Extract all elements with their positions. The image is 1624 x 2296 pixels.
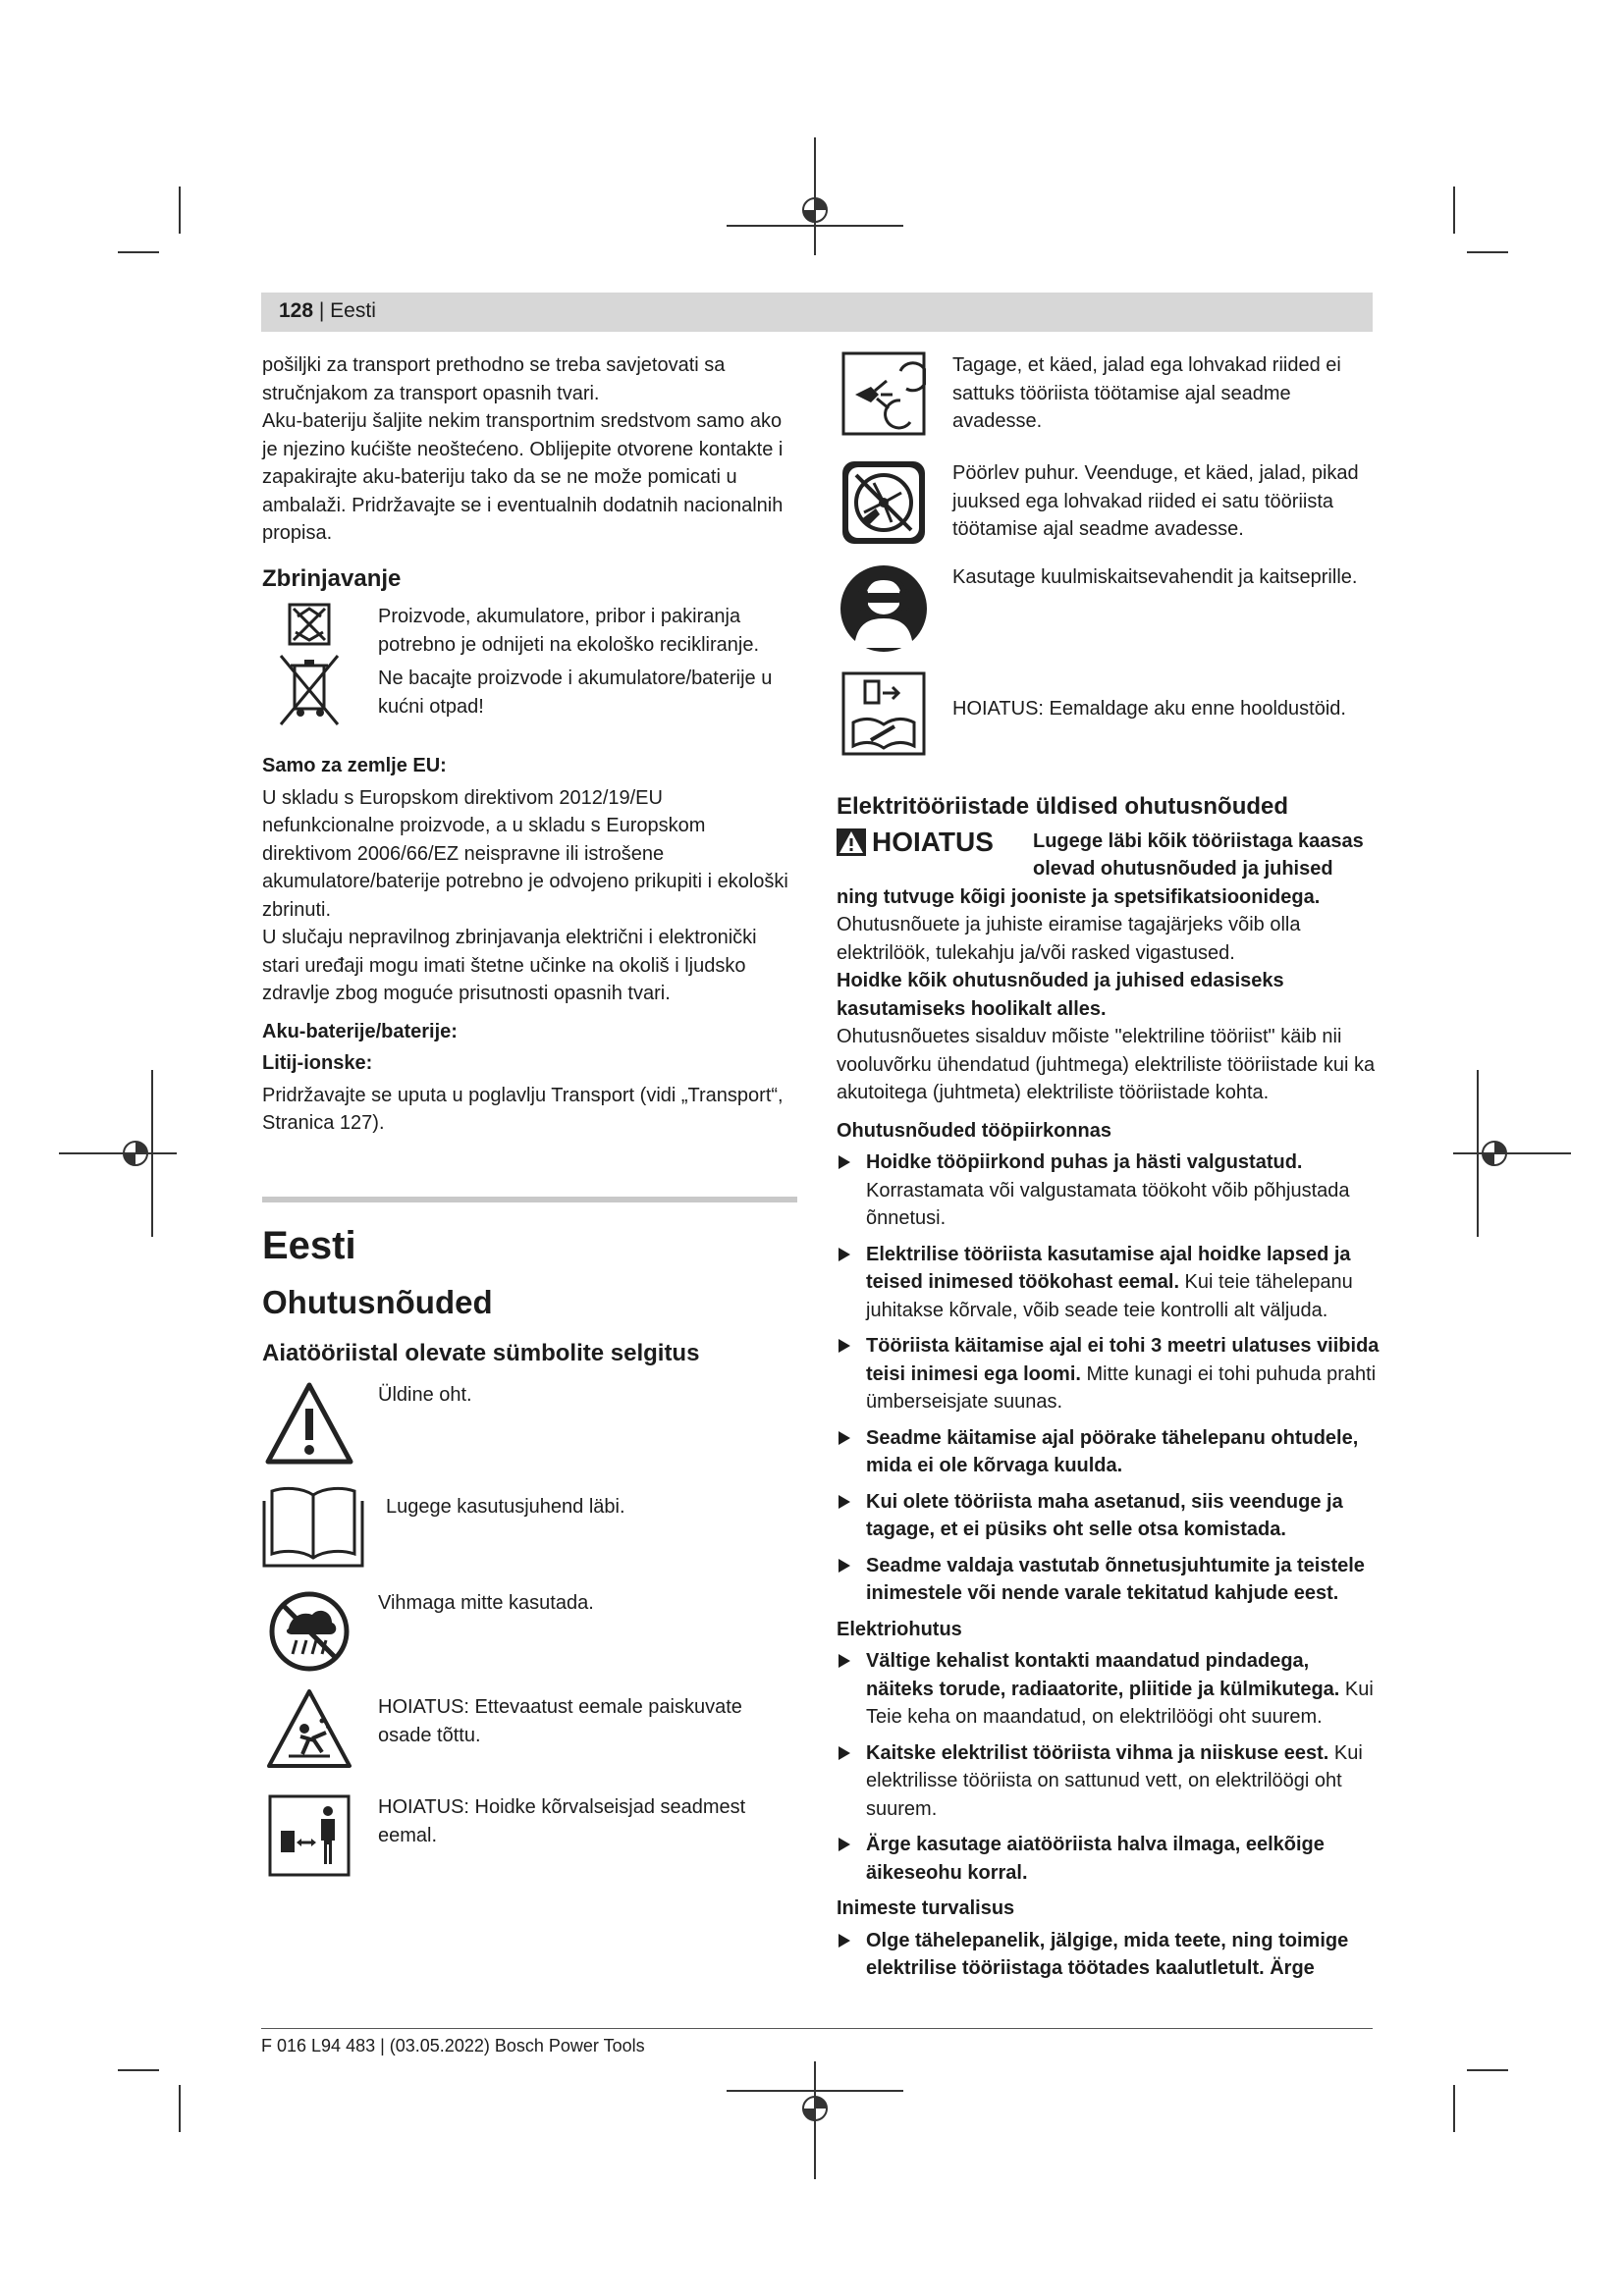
footer-rule — [261, 2028, 1373, 2029]
list-item: Ärge kasutage aiatööriista halva ilmaga, eelkõige äikeseohu korral. — [837, 1831, 1381, 1887]
disposal-text-1: Proizvode, akumulatore, pribor i pakiranja potrebno je odnijeti na ekološko recikliranje. — [378, 606, 760, 656]
battery-heading: Aku-baterije/baterije: — [262, 1020, 458, 1042]
page-header — [261, 293, 1373, 332]
crop-mark-tl-h — [118, 251, 159, 253]
workplace-heading: Ohutusnõuded tööpiirkonnas — [837, 1119, 1111, 1142]
eu-paragraph-1: U skladu s Europskom direktivom 2012/19/EU nefunkcionalne proizvode, a u skladu s Europskom direktivom 2006/66/EZ neispravne ili istrošene akumulatore/baterije potrebno je odvojeno prikupiti i ekološki zbrinuti. — [262, 786, 788, 921]
hands-feet-openings-icon — [841, 351, 926, 436]
warning-badge — [837, 828, 1033, 857]
crop-mark-tl-v — [179, 187, 181, 234]
eu-heading: Samo za zemlje EU: — [262, 755, 447, 776]
list-item: Tööriista käitamise ajal ei tohi 3 meetri ulatuses viibida teisi inimesi ega loomi. Mitte kunagi ei tohi puhuda prahti ümberseisjate suunas. — [837, 1332, 1381, 1416]
symbol-row-hands-feet — [837, 351, 1381, 455]
power-tool-term: Ohutusnõuetes sisalduv mõiste "elektriline tööriist" käib nii vooluvõrku ühendatud (juhtmega) elektriliste tööriistade kui ka akutoitega (juhtmeta) elektriliste tööriistade kohta. — [837, 1026, 1376, 1103]
warning-triangle-icon — [264, 1381, 354, 1466]
footer-text: F 016 L94 483 | (03.05.2022) Bosch Power Tools — [261, 2036, 645, 2056]
symbol-icon-cell — [837, 351, 931, 455]
warning-block — [837, 828, 1381, 883]
disposal-text-2: Ne bacajte proizvode i akumulatore/baterije u kućni otpad! — [378, 667, 773, 718]
disposal-heading: Zbrinjavanje — [262, 564, 402, 592]
registration-target-bottom-icon — [727, 2061, 903, 2179]
symbol-text-remove-battery: HOIATUS: Eemaldage aku enne hooldustöid. — [952, 698, 1346, 720]
symbol-text-hands-feet: Tagage, et käed, jalad ega lohvakad riided ei sattuks tööriista töötamise ajal seadme avadesse. — [952, 354, 1341, 432]
electrical-list — [837, 1647, 1381, 1887]
section-divider — [262, 1197, 797, 1202]
list-item: Kui olete tööriista maha asetanud, siis veenduge ja tagage, et ei püsiks oht selle otsa komistada. — [837, 1488, 1381, 1544]
left-column — [262, 351, 797, 1892]
symbol-row-thrown-objects — [262, 1687, 797, 1789]
eu-paragraph-2: U slučaju nepravilnog zbrinjavanja električni i elektronički stari uređaji mogu imati štetne učinke na okoliš i ljudsko zdravlje zbog moguće prisutnosti opasnih tvari. — [262, 927, 757, 1004]
symbol-row-remove-battery — [837, 671, 1381, 770]
crop-mark-br-v — [1453, 2085, 1455, 2132]
registration-target-top-icon — [727, 137, 903, 255]
general-safety-heading: Elektritööriistade üldised ohutusnõuded — [837, 793, 1289, 820]
symbol-icon-cell — [262, 1589, 356, 1683]
keep-bystanders-away-icon — [267, 1793, 352, 1878]
warning-label: HOIATUS — [872, 826, 994, 857]
list-item: Vältige kehalist kontakti maandatud pindadega, näiteks torude, radiaatorite, pliitide ja külmikutega. Kui Teie keha on maandatud, on elektrilöögi oht suurem. — [837, 1647, 1381, 1732]
crop-mark-tr-v — [1453, 187, 1455, 234]
keep-instructions: Hoidke kõik ohutusnõuded ja juhised edasiseks kasutamiseks hoolikalt alles. — [837, 970, 1284, 1020]
symbol-text-general-danger: Üldine oht. — [378, 1384, 472, 1406]
symbol-row-general-danger — [262, 1381, 797, 1477]
workplace-list — [837, 1148, 1381, 1608]
symbol-icon-cell — [262, 1687, 356, 1789]
rotating-fan-icon — [840, 459, 927, 546]
list-item: Elektrilise tööriista kasutamise ajal hoidke lapsed ja teised inimesed töökohast eemal. Kui teie tähelepanu juhitakse kõrvale, võib seade teie kontrolli alt väljuda. — [837, 1241, 1381, 1325]
recycling-icon — [288, 603, 331, 646]
symbol-row-protection — [837, 563, 1381, 667]
symbol-row-keep-away — [262, 1793, 797, 1888]
symbol-text-keep-away: HOIATUS: Hoidke kõrvalseisjad seadmest eemal. — [378, 1796, 746, 1846]
right-column — [837, 351, 1381, 1991]
symbol-text-protection: Kasutage kuulmiskaitsevahendit ja kaitseprille. — [952, 566, 1358, 588]
symbols-heading: Aiatööriistal olevate sümbolite selgitus — [262, 1339, 700, 1366]
symbol-row-rotating-fan — [837, 459, 1381, 560]
remove-battery-icon — [841, 671, 926, 756]
header-section: Eesti — [330, 299, 376, 322]
book-icon — [262, 1481, 364, 1568]
list-item: Hoidke tööpiirkond puhas ja hästi valgustatud. Korrastamata või valgustamata töökoht võib põhjustada õnnetusi. — [837, 1148, 1381, 1233]
symbol-text-thrown-objects: HOIATUS: Ettevaatust eemale paiskuvate osade tõttu. — [378, 1696, 742, 1746]
list-item: Kaitske elektrilist tööriista vihma ja niiskuse eest. Kui elektrilisse tööriista on sattunud vett, on elektrilöögi oht suurem. — [837, 1739, 1381, 1824]
list-item: Olge tähelepanelik, jälgige, mida teete, ning toimige elektrilise tööriistaga töötades kaalutletult. Ärge — [837, 1927, 1381, 1983]
disposal-icons — [262, 603, 356, 728]
registration-target-left-icon — [59, 1070, 177, 1237]
disposal-row — [262, 603, 797, 728]
personal-safety-list — [837, 1927, 1381, 1983]
symbol-icon-cell — [262, 1381, 356, 1477]
warning-consequence: Ohutusnõuete ja juhiste eiramise tagajärjeks võib olla elektrilöök, tulekahju ja/või rasked vigastused. — [837, 914, 1301, 964]
symbol-text-read-manual: Lugege kasutusjuhend läbi. — [386, 1496, 625, 1518]
warning-continuation: ning tutvuge kõigi jooniste ja spetsifikatsioonidega. — [837, 885, 1321, 908]
symbol-text-rotating-fan: Pöörlev puhur. Veenduge, et käed, jalad, pikad juuksed ega lohvakad riided ei satu tööriista töötamise ajal seadme avadesse. — [952, 462, 1359, 540]
symbol-row-no-rain — [262, 1589, 797, 1683]
ear-eye-protection-icon — [839, 563, 929, 654]
crop-mark-bl-v — [179, 2085, 181, 2132]
symbol-text-no-rain: Vihmaga mitte kasutada. — [378, 1592, 594, 1614]
safety-title: Ohutusnõuded — [262, 1283, 493, 1320]
crop-mark-bl-h — [118, 2069, 159, 2071]
warning-exclamation-icon — [837, 828, 866, 856]
list-item: Seadme valdaja vastutab õnnetusjuhtumite ja teistele inimestele või nende varale tekitatud kahjude eest. — [837, 1552, 1381, 1608]
no-rain-icon — [267, 1589, 352, 1674]
li-ion-text: Pridržavajte se uputa u poglavlju Transport (vidi „Transport“, Stranica 127). — [262, 1084, 784, 1134]
symbol-row-read-manual — [262, 1481, 797, 1585]
crossed-bin-icon — [275, 652, 344, 728]
page-header-text — [279, 299, 376, 323]
symbol-icon-cell — [837, 563, 931, 667]
list-item: Seadme käitamise ajal pöörake tähelepanu ohtudele, mida ei ole kõrvaga kuulda. — [837, 1424, 1381, 1480]
warning-first-line: Lugege läbi kõik tööriistaga kaasas olevad ohutusnõuded ja juhised — [1033, 829, 1364, 880]
personal-safety-heading: Inimeste turvalisus — [837, 1897, 1015, 1919]
crop-mark-br-h — [1467, 2069, 1508, 2071]
symbol-icon-cell — [837, 671, 931, 770]
transport-paragraph-2: Aku-bateriju šaljite nekim transportnim sredstvom samo ako je njezino kućište neoštećeno. Oblijepite otvorene kontakte i zapakirajte aku-bateriju tako da se ne može pomicati u ambalaži. Pridržavajte se i eventualnih dodatnih nacionalnih propisa. — [262, 410, 784, 544]
electrical-heading: Elektriohutus — [837, 1618, 962, 1640]
page-number: 128 — [279, 299, 314, 322]
transport-paragraph-1: pošiljki za transport prethodno se treba savjetovati sa stručnjakom za transport opasnih tvari. — [262, 354, 726, 404]
disposal-texts — [378, 603, 797, 728]
registration-target-right-icon — [1453, 1070, 1571, 1237]
symbol-icon-cell — [262, 1481, 364, 1585]
thrown-objects-icon — [265, 1687, 353, 1770]
symbol-icon-cell — [837, 459, 931, 560]
li-ion-heading: Litij-ionske: — [262, 1052, 373, 1074]
crop-mark-tr-h — [1467, 251, 1508, 253]
header-separator: | — [313, 299, 331, 322]
language-title: Eesti — [262, 1223, 356, 1267]
symbol-icon-cell — [262, 1793, 356, 1888]
